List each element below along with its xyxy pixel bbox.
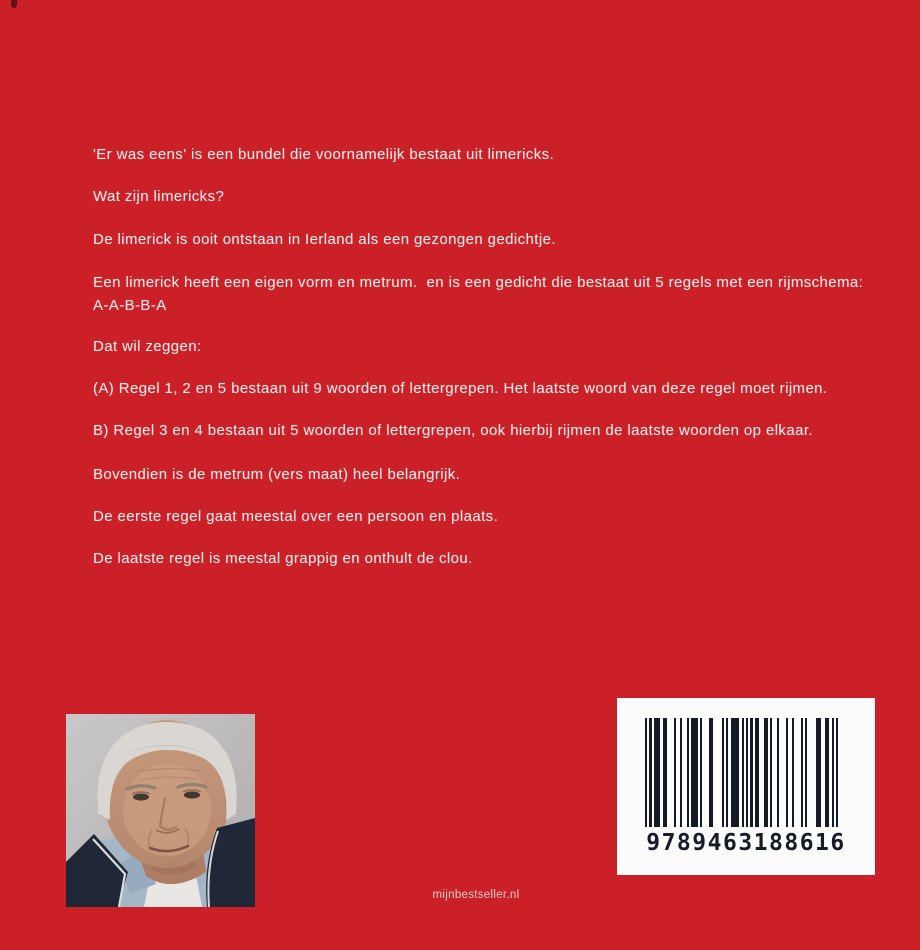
blurb-line: (A) Regel 1, 2 en 5 bestaan uit 9 woorden of lettergrepen. Het laatste woord van deze regel moet rijmen. (93, 380, 828, 397)
author-photo (66, 714, 255, 907)
blurb-line: Bovendien is de metrum (vers maat) heel belangrijk. (93, 466, 461, 483)
blurb-line: B) Regel 3 en 4 bestaan uit 5 woorden of lettergrepen, ook hierbij rijmen de laatste woorden op elkaar. (93, 422, 813, 439)
blurb-line: De eerste regel gaat meestal over een persoon en plaats. (93, 508, 499, 525)
barcode-bars (645, 718, 847, 827)
blurb-line: De limerick is ooit ontstaan in Ierland als een gezongen gedichtje. (93, 231, 556, 248)
blurb-line: De laatste regel is meestal grappig en onthult de clou. (93, 550, 473, 567)
blurb-line: Een limerick heeft een eigen vorm en metrum. en is een gedicht die bestaat uit 5 regels met een rijmschema: (93, 274, 864, 291)
print-artifact (11, 0, 17, 8)
publisher-logo: mijnbestseller.nl (432, 889, 520, 901)
blurb-line: Dat wil zeggen: (93, 338, 202, 355)
barcode-digits: 9789463188616 (646, 830, 846, 856)
barcode (617, 698, 875, 875)
blurb-line: A-A-B-B-A (93, 297, 167, 314)
blurb-line: Wat zijn limericks? (93, 188, 225, 205)
blurb-line: 'Er was eens' is een bundel die voornamelijk bestaat uit limericks. (93, 146, 555, 163)
